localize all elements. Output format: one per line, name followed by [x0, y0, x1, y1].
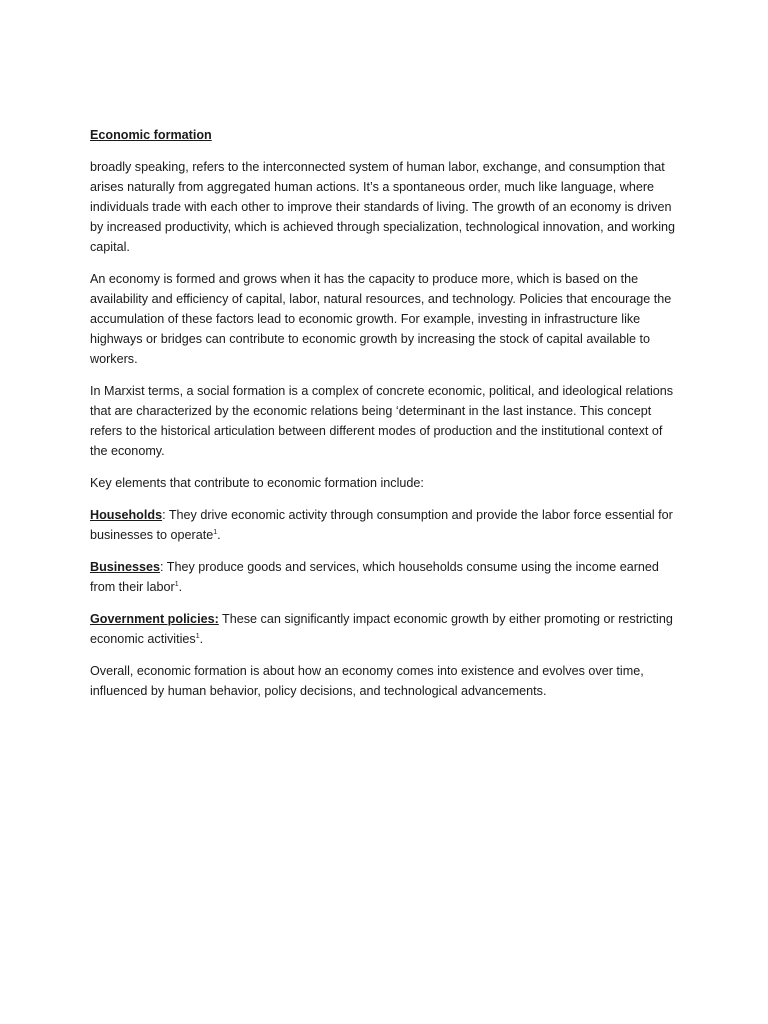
sentence-end: . [178, 580, 183, 594]
document-body [90, 126, 682, 713]
element-households [90, 505, 682, 545]
element-text: They drive economic activity through consumption and provide the labor force essential for businesses to operate [90, 508, 673, 542]
footnote-marker: 1 [213, 529, 218, 536]
paragraph-definition: broadly speaking, refers to the interconnected system of human labor, exchange, and consumption that arises naturally from aggregated human actions. It’s a spontaneous order, much like language, where individuals trade with each other to improve their standards of living. The growth of an economy is driven by increased productivity, which is achieved through specialization, technological innovation, and working capital. [90, 160, 676, 254]
document-title: Economic formation [90, 128, 212, 142]
sentence-end: . [217, 528, 221, 542]
sentence-end: . [199, 632, 204, 646]
term-government-policies: Government policies: [90, 612, 219, 626]
paragraph-marxist: In Marxist terms, a social formation is a complex of concrete economic, political, and ideological relations that are characterized by the economic relations being ‘determinant in the last instance. This concept refers to the historical articulation between different modes of production and the institutional context of the economy. [90, 384, 674, 458]
paragraph-growth: An economy is formed and grows when it has the capacity to produce more, which is based on the availability and efficiency of capital, labor, natural resources, and technology. Policies that encourage the accumulation of these factors lead to economic growth. For example, investing in infrastructure like highways or bridges can contribute to economic growth by increasing the stock of capital available to workers. [90, 272, 672, 366]
element-text: These can significantly impact economic growth by either promoting or restricting economic activities [90, 612, 673, 646]
element-text: They produce goods and services, which households consume using the income earned from their labor [90, 560, 659, 594]
paragraph-conclusion: Overall, economic formation is about how an economy comes into existence and evolves over time, influenced by human behavior, policy decisions, and technological advancements. [90, 664, 644, 698]
term-separator: : [162, 508, 166, 522]
term-households: Households [90, 508, 163, 522]
element-government-policies [90, 609, 682, 649]
term-businesses: Businesses [90, 560, 161, 574]
element-businesses [90, 557, 682, 597]
footnote-marker: 1 [195, 633, 200, 640]
term-separator: : [160, 560, 164, 574]
paragraph-key-elements-intro: Key elements that contribute to economic formation include: [90, 476, 424, 490]
footnote-marker: 1 [174, 581, 179, 588]
